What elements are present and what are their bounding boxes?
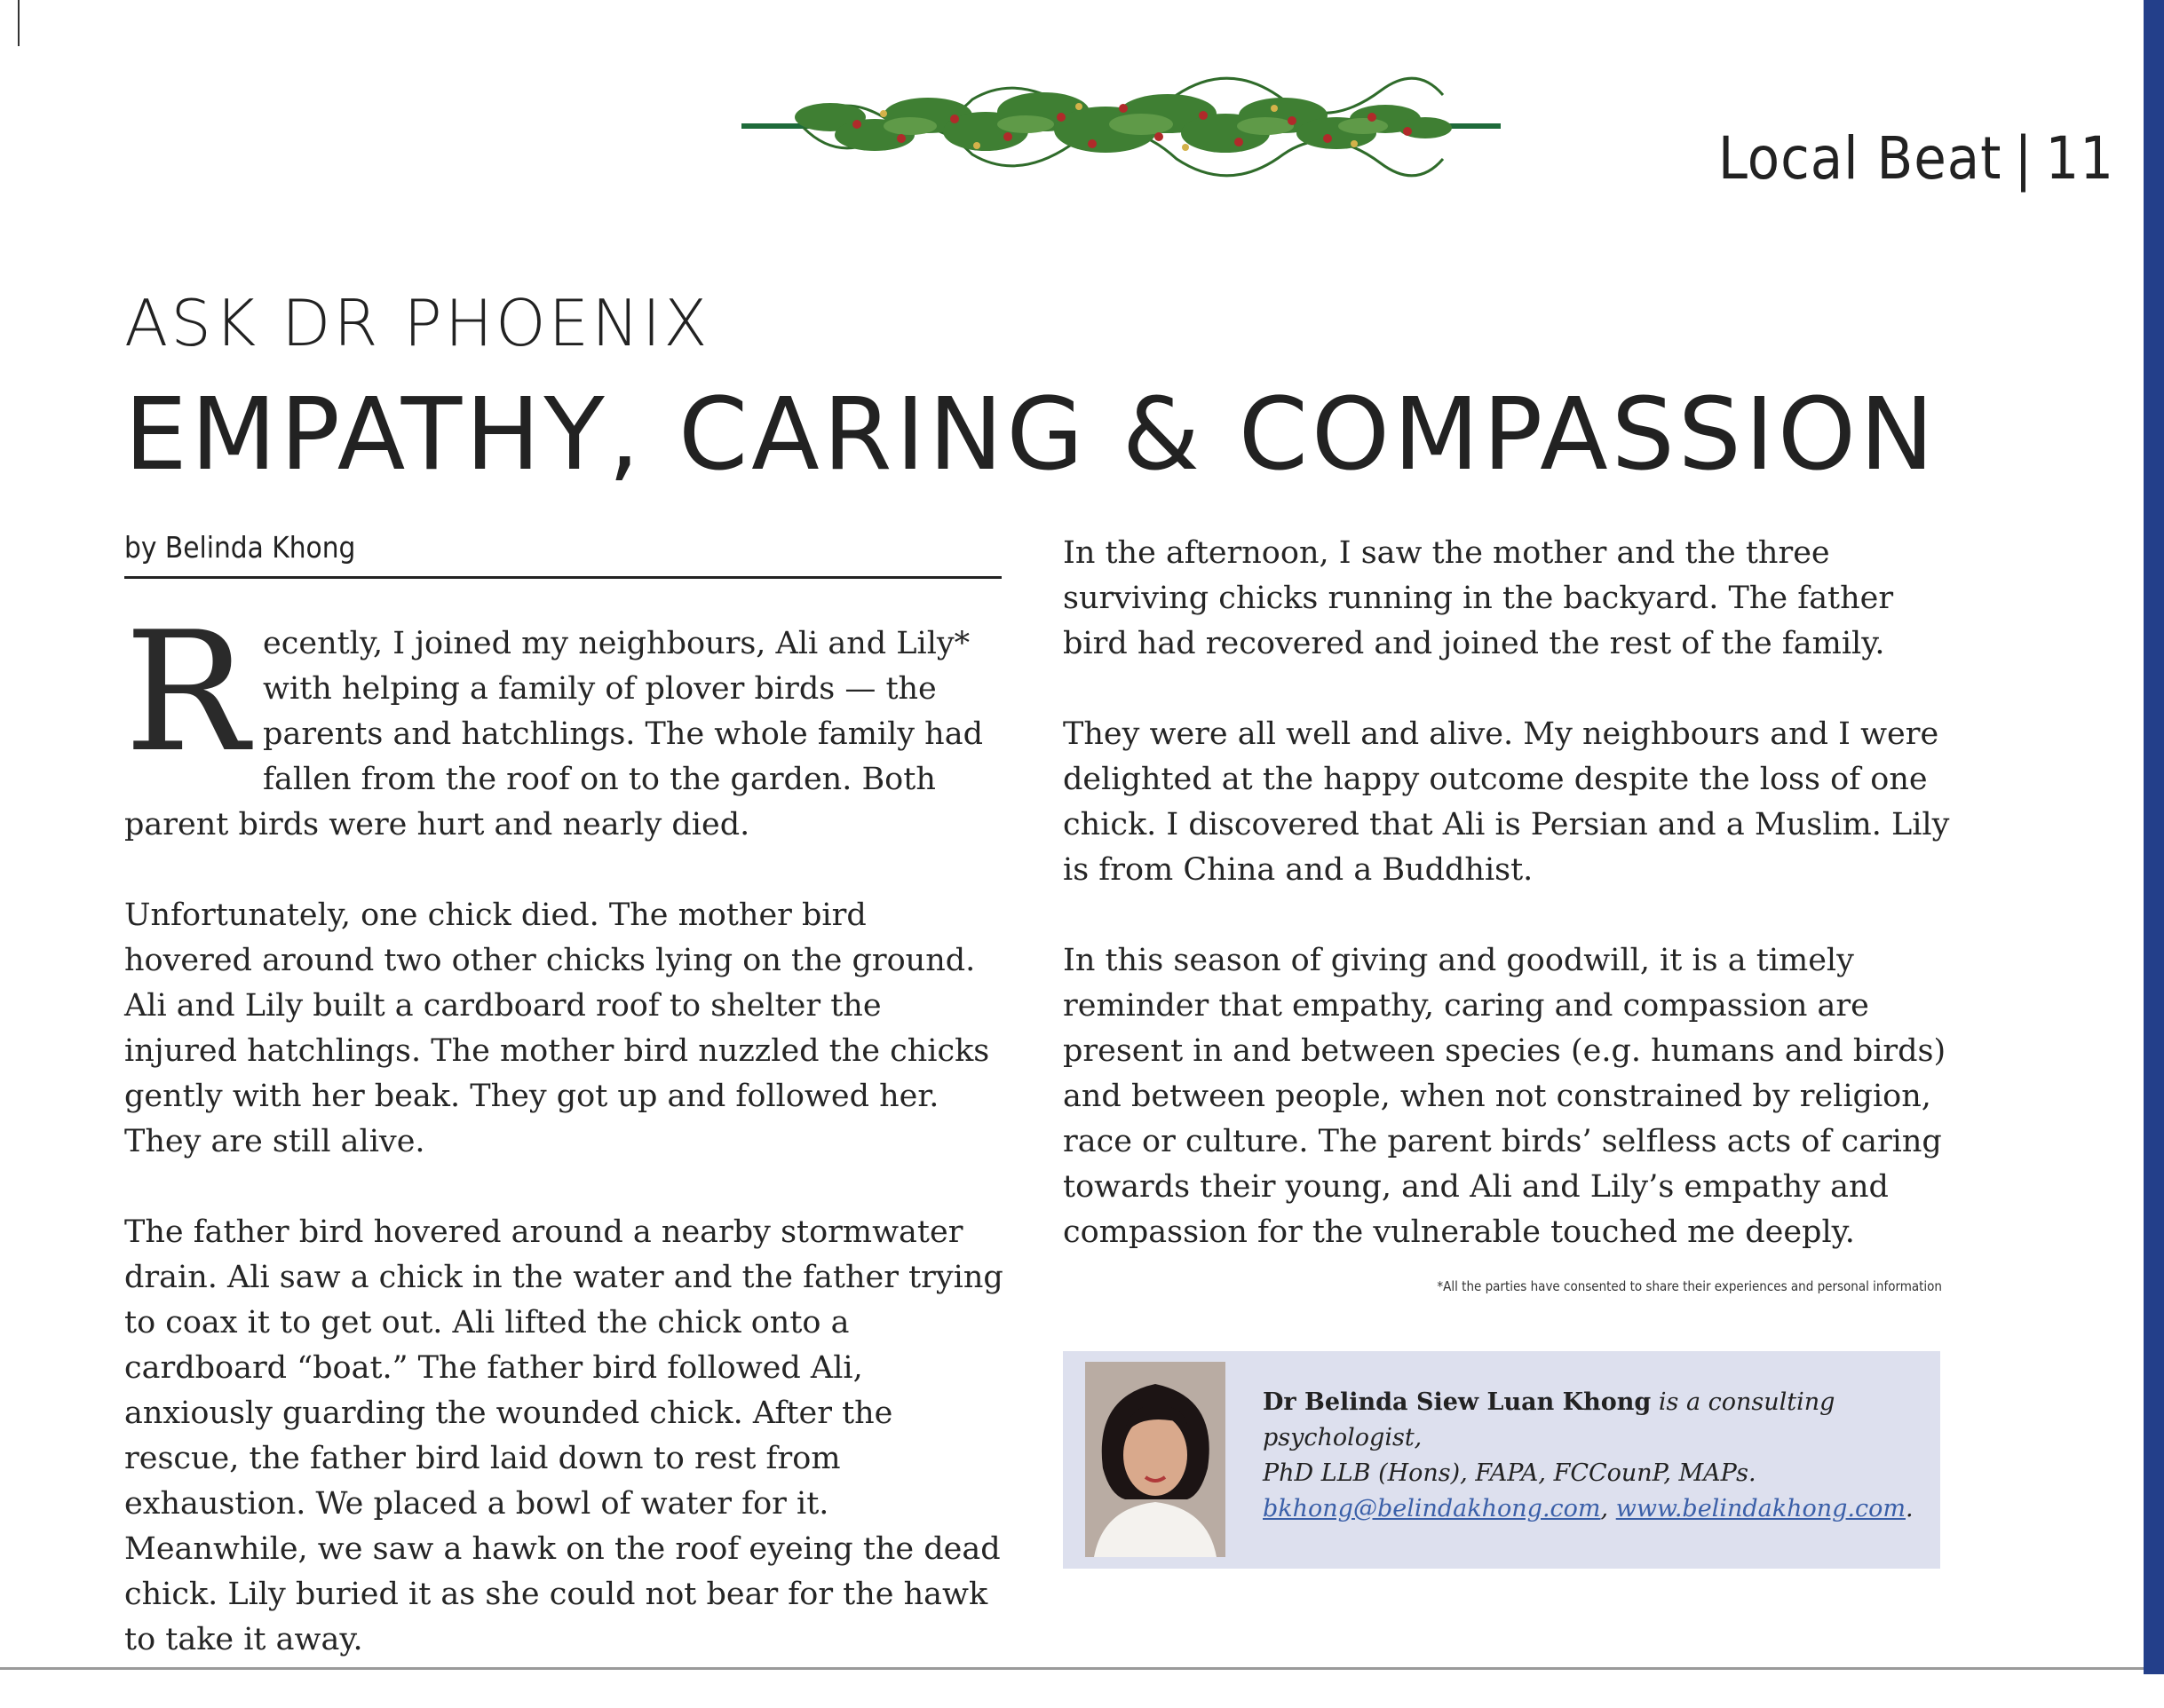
page-number: 11 xyxy=(2045,124,2114,193)
author-photo xyxy=(1085,1362,1225,1557)
author-credentials: PhD LLB (Hons), FAPA, FCCounP, MAPs. xyxy=(1263,1459,1756,1487)
author-bio xyxy=(1263,1385,1920,1527)
column-kicker: ASK DR PHOENIX xyxy=(124,286,710,360)
body-paragraph: The father bird hovered around a nearby stormwater drain. Ali saw a chick in the water and the father trying to coax it to get out. Ali lifted the chick onto a cardboard “boat.” The father bird followed Ali, anxiously guarding the wounded chick. After the rescue, the father bird laid down to rest from exhaustion. We placed a bowl of water for it. Meanwhile, we saw a hawk on the roof eyeing the dead chick. Lily buried it as she could not bear for the hawk to take it away. xyxy=(124,1214,1003,1657)
body-paragraph: Unfortunately, one chick died. The mother bird hovered around two other chicks lying on the ground. Ali and Lily built a cardboard roof to shelter the injured hatchlings. The mother bird nuzzled the chicks gently with her beak. They got up and followed her. They are still alive. xyxy=(124,897,990,1159)
drop-cap: R xyxy=(124,596,250,788)
body-paragraph: In this season of giving and goodwill, it is a timely reminder that empathy, caring and compassion are present in and between species (e.g. humans and birds) and between people, when not constrained by religion, race or culture. The parent birds’ selfless acts of caring towards their young, and Ali and Lily’s empathy and compassion for the vulnerable touched me deeply. xyxy=(1063,943,1946,1250)
consent-footnote: *All the parties have consented to share their experiences and personal information xyxy=(1437,1278,1942,1294)
link-separator: , xyxy=(1600,1495,1609,1522)
body-paragraph: They were all well and alive. My neighbours and I were delighted at the happy outcome despite the loss of one chick. I discovered that Ali is Persian and a Muslim. Lily is from China and a Buddhist. xyxy=(1063,716,1950,888)
author-website-link[interactable]: www.belindakhong.com xyxy=(1615,1495,1906,1522)
paragraph-text: ecently, I joined my neighbours, Ali and Lily* with helping a family of plover birds — the parents and hatchlings. The whole family had fallen from the roof on to the garden. Both parent birds were hurt and nearly died. xyxy=(124,626,983,842)
crop-mark xyxy=(18,0,20,46)
body-paragraph xyxy=(124,596,1003,848)
author-email-link[interactable]: bkhong@belindakhong.com xyxy=(1263,1495,1601,1522)
page-edge-bar xyxy=(2144,0,2164,1674)
author-name: Dr Belinda Siew Luan Khong xyxy=(1263,1388,1652,1416)
header-separator: | xyxy=(2014,124,2033,193)
bio-period: . xyxy=(1905,1495,1914,1522)
running-header xyxy=(1718,124,2114,193)
author-role: is a consulting psychologist, xyxy=(1263,1388,1835,1451)
byline: by Belinda Khong xyxy=(124,530,1002,579)
christmas-garland-icon xyxy=(741,73,1501,178)
article-column-left xyxy=(124,596,1003,1708)
body-paragraph: In the afternoon, I saw the mother and the three surviving chicks running in the backyard. The father bird had recovered and joined the rest of the family. xyxy=(1063,535,1894,661)
article-headline: EMPATHY, CARING & COMPASSION xyxy=(124,377,1938,493)
section-name: Local Beat xyxy=(1717,124,2002,193)
author-bio-box xyxy=(1063,1351,1940,1569)
article-column-right xyxy=(1063,531,1951,1301)
